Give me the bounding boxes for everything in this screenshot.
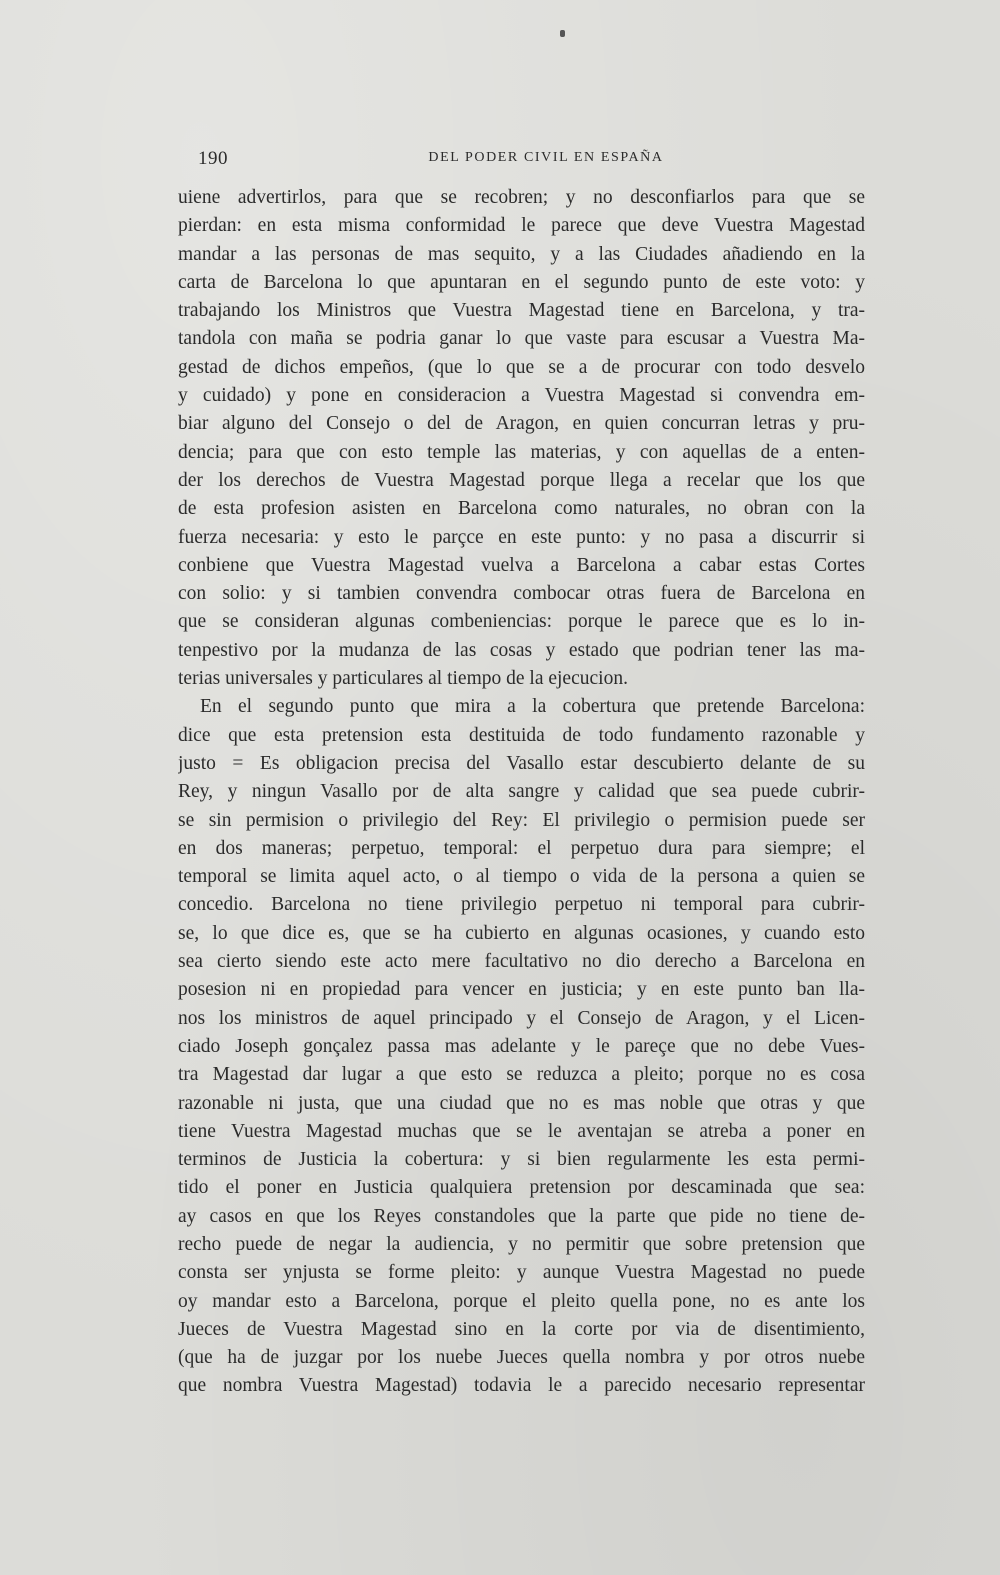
- text-line: mandar a las personas de mas sequito, y a las Ciudades añadiendo en la: [178, 243, 865, 265]
- text-line: terminos de Justicia la cobertura: y si bien regularmente les esta permi-: [178, 1149, 865, 1171]
- text-line: gestad de dichos empeños, (que lo que se a de procurar con todo desvelo: [178, 356, 865, 378]
- text-line: carta de Barcelona lo que apuntaran en el segundo punto de este voto: y: [178, 271, 865, 293]
- text-line: der los derechos de Vuestra Magestad porque llega a recelar que los que: [178, 469, 865, 491]
- text-line: (que ha de juzgar por los nuebe Jueces quella nombra y por otros nuebe: [178, 1347, 865, 1369]
- text-line: con solio: y si tambien convendra combocar otras fuera de Barcelona en: [178, 583, 865, 605]
- text-line: justo = Es obligacion precisa del Vasallo estar descubierto delante de su: [178, 752, 865, 774]
- text-line: se, lo que dice es, que se ha cubierto en algunas ocasiones, y cuando esto: [178, 922, 865, 944]
- text-line: terias universales y particulares al tiempo de la ejecucion.: [178, 668, 628, 690]
- text-line: oy mandar esto a Barcelona, porque el pleito quella pone, no es ante los: [178, 1290, 865, 1312]
- text-line: y cuidado) y pone en consideracion a Vuestra Magestad si convendra em-: [178, 385, 865, 407]
- text-line: tenpestivo por la mudanza de las cosas y estado que podrian tener las ma-: [178, 639, 865, 661]
- text-line: ciado Joseph gonçalez passa mas adelante y le pareçe que no debe Vues-: [178, 1035, 865, 1057]
- text-line: nos los ministros de aquel principado y el Consejo de Aragon, y el Licen-: [178, 1007, 865, 1029]
- text-line: trabajando los Ministros que Vuestra Magestad tiene en Barcelona, y tra-: [178, 300, 865, 322]
- text-line: sea cierto siendo este acto mere facultativo no dio derecho a Barcelona en: [178, 951, 865, 973]
- text-line: Jueces de Vuestra Magestad sino en la corte por via de disentimiento,: [178, 1318, 865, 1340]
- text-line: tandola con maña se podria ganar lo que vaste para escusar a Vuestra Ma-: [178, 328, 865, 350]
- text-line: tido el poner en Justicia qualquiera pretension por descaminada que sea:: [178, 1177, 865, 1199]
- text-line: ay casos en que los Reyes constandoles que la parte que pide no tiene de-: [178, 1205, 865, 1227]
- text-line: razonable ni justa, que una ciudad que no es mas noble que otras y que: [178, 1092, 865, 1114]
- text-line: en dos maneras; perpetuo, temporal: el perpetuo dura para siempre; el: [178, 837, 865, 859]
- running-title: DEL PODER CIVIL EN ESPAÑA: [428, 150, 664, 165]
- page-number: 190: [198, 148, 228, 169]
- text-line: Rey, y ningun Vasallo por de alta sangre y calidad que sea puede cubrir-: [178, 781, 865, 803]
- ink-speck: [560, 30, 565, 37]
- text-line: pierdan: en esta misma conformidad le parece que deve Vuestra Magestad: [178, 215, 865, 237]
- text-line: biar alguno del Consejo o del de Aragon, en quien concurran letras y pru-: [178, 413, 865, 435]
- text-line: que nombra Vuestra Magestad) todavia le a parecido necesario representar: [178, 1375, 865, 1397]
- text-line: que se consideran algunas combeniencias: porque le parece que es lo in-: [178, 611, 865, 633]
- text-line: En el segundo punto que mira a la cobertura que pretende Barcelona:: [200, 696, 865, 718]
- text-line: concedio. Barcelona no tiene privilegio perpetuo ni temporal para cubrir-: [178, 894, 865, 916]
- text-line: tra Magestad dar lugar a que esto se reduzca a pleito; porque no es cosa: [178, 1064, 865, 1086]
- text-line: fuerza necesaria: y esto le parçce en este punto: y no pasa a discurrir si: [178, 526, 865, 548]
- text-line: dice que esta pretension esta destituida de todo fundamento razonable y: [178, 724, 865, 746]
- text-line: tiene Vuestra Magestad muchas que se le aventajan se atreba a poner en: [178, 1120, 865, 1142]
- text-line: recho puede de negar la audiencia, y no permitir que sobre pretension que: [178, 1233, 865, 1255]
- body-text: [178, 184, 865, 1401]
- text-line: uiene advertirlos, para que se recobren; y no desconfiarlos para que se: [178, 187, 865, 208]
- text-line: consta ser ynjusta se forme pleito: y aunque Vuestra Magestad no puede: [178, 1262, 865, 1284]
- text-line: se sin permision o privilegio del Rey: El privilegio o permision puede ser: [178, 809, 865, 831]
- text-line: dencia; para que con esto temple las materias, y con aquellas de a enten-: [178, 441, 865, 463]
- text-line: conbiene que Vuestra Magestad vuelva a Barcelona a cabar estas Cortes: [178, 554, 865, 576]
- text-line: de esta profesion asisten en Barcelona como naturales, no obran con la: [178, 498, 865, 520]
- running-head: [198, 148, 864, 172]
- text-line: temporal se limita aquel acto, o al tiempo o vida de la persona a quien se: [178, 866, 865, 888]
- text-line: posesion ni en propiedad para vencer en justicia; y en este punto ban lla-: [178, 979, 865, 1001]
